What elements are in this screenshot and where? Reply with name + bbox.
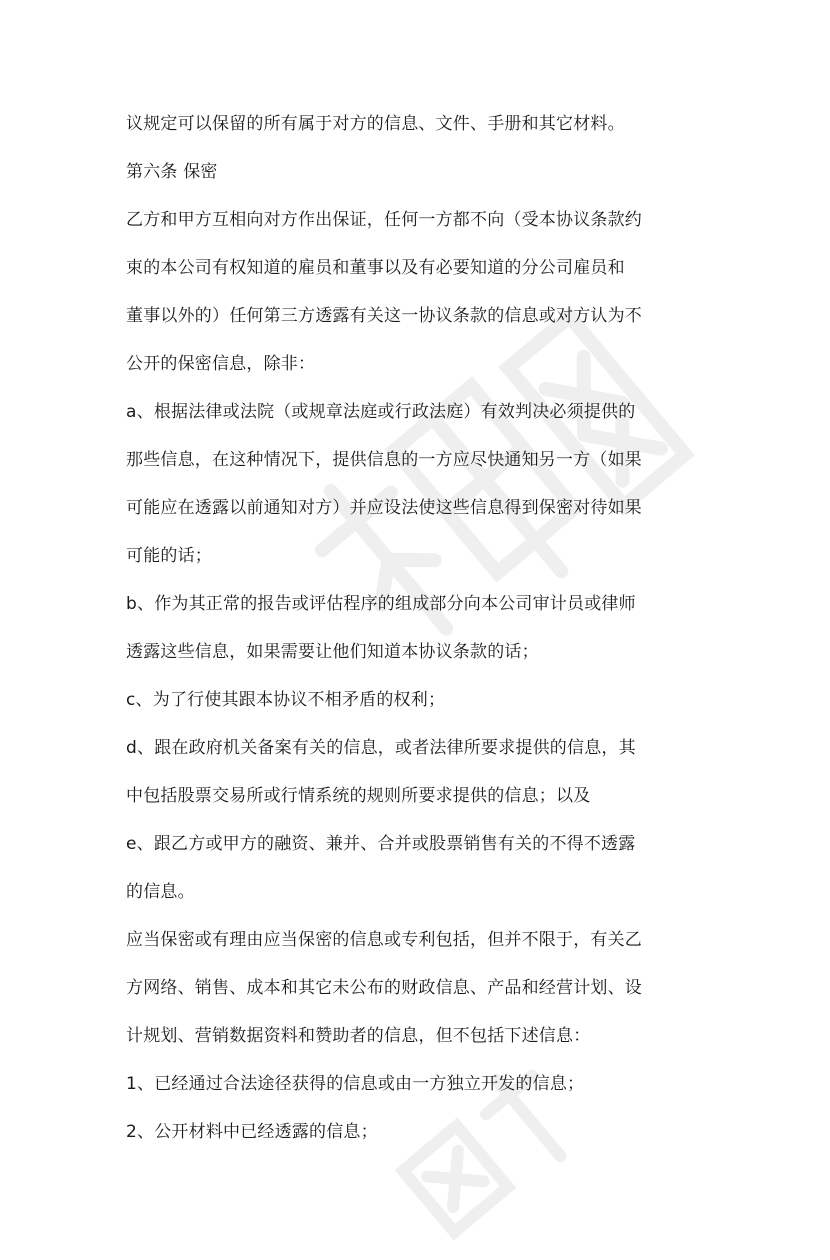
text-line: 乙方和甲方互相向对方作出保证，任何一方都不向（受本协议条款约 — [126, 210, 642, 230]
text-line: 应当保密或有理由应当保密的信息或专利包括，但并不限于，有关乙 — [126, 930, 642, 950]
list-item-b: b、作为其正常的报告或评估程序的组成部分向本公司审计员或律师 — [126, 594, 636, 614]
text-line: 可能的话； — [126, 546, 212, 566]
text-line: 的信息。 — [126, 882, 195, 902]
list-item-e: e、跟乙方或甲方的融资、兼并、合并或股票销售有关的不得不透露 — [126, 834, 636, 854]
text-line: 那些信息，在这种情况下，提供信息的一方应尽快通知另一方（如果 — [126, 450, 642, 470]
text-line: 计规划、营销数据资料和赞助者的信息，但不包括下述信息： — [126, 1026, 591, 1046]
text-line: 可能应在透露以前通知对方）并应设法使这些信息得到保密对待如果 — [126, 498, 642, 518]
list-item-c: c、为了行使其跟本协议不相矛盾的权利； — [126, 690, 446, 710]
text-line: 中包括股票交易所或行情系统的规则所要求提供的信息；以及 — [126, 786, 591, 806]
list-item-a: a、根据法律或法院（或规章法庭或行政法庭）有效判决必须提供的 — [126, 402, 636, 422]
text-line: 公开的保密信息，除非： — [126, 354, 316, 374]
list-item-d: d、跟在政府机关备案有关的信息，或者法律所要求提供的信息，其 — [126, 738, 636, 758]
text-line: 束的本公司有权知道的雇员和董事以及有必要知道的分公司雇员和 — [126, 258, 625, 278]
section-heading: 第六条 保密 — [126, 162, 218, 182]
text-line: 议规定可以保留的所有属于对方的信息、文件、手册和其它材料。 — [126, 114, 625, 134]
list-item-1: 1、已经通过合法途径获得的信息或由一方独立开发的信息； — [126, 1074, 585, 1094]
text-line: 董事以外的）任何第三方透露有关这一协议条款的信息或对方认为不 — [126, 306, 642, 326]
list-item-2: 2、公开材料中已经透露的信息； — [126, 1122, 378, 1142]
document-body — [126, 100, 716, 1156]
text-line: 透露这些信息，如果需要让他们知道本协议条款的话； — [126, 642, 539, 662]
text-line: 方网络、销售、成本和其它未公布的财政信息、产品和经营计划、设 — [126, 978, 642, 998]
